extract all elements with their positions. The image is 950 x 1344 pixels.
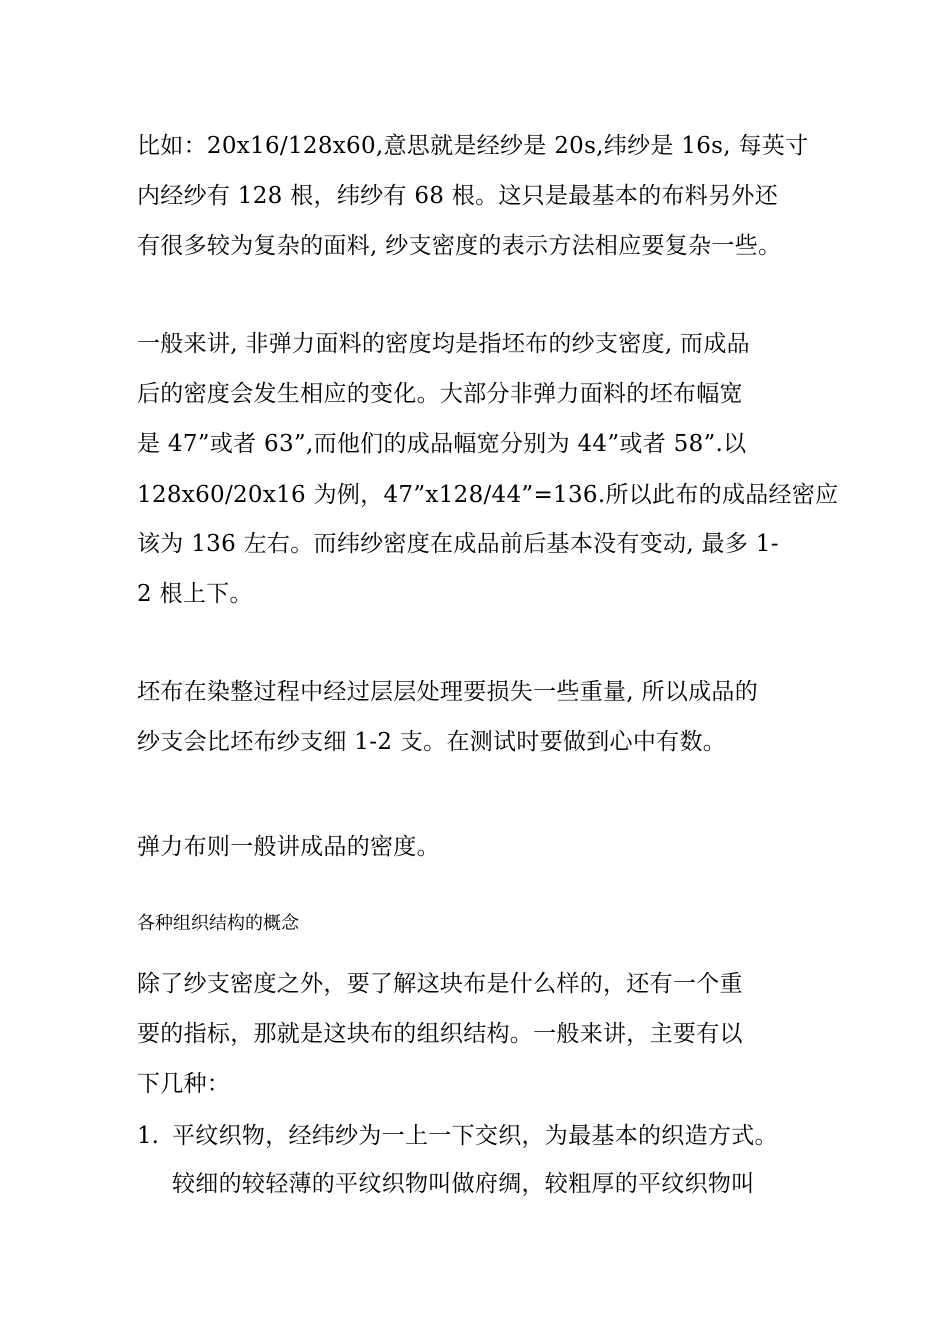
paragraph-1-line-3: 有很多较为复杂的面料, 纱支密度的表示方法相应要复杂一些。 [137, 233, 782, 259]
intro-line-1: 除了纱支密度之外，要了解这块布是什么样的，还有一个重 [137, 971, 743, 997]
paragraph-4-line-1: 弹力布则一般讲成品的密度。 [137, 834, 440, 860]
paragraph-3-line-1: 坯布在染整过程中经过层层处理要损失一些重量, 所以成品的 [137, 679, 759, 705]
paragraph-2-line-4: 128x60/20x16 为例，47”x128/44”=136.所以此布的成品经密应 [137, 482, 839, 508]
paragraph-2-line-2: 后的密度会发生相应的变化。大部分非弹力面料的坯布幅宽 [137, 381, 743, 407]
paragraph-1-line-1: 比如：20x16/128x60,意思就是经纱是 20s,纬纱是 16s, 每英寸 [137, 133, 809, 159]
paragraph-2-line-5: 该为 136 左右。而纬纱密度在成品前后基本没有变动, 最多 1- [137, 531, 779, 557]
list-item-1-line-2: 较细的较轻薄的平纹织物叫做府绸，较粗厚的平纹织物叫 [172, 1171, 755, 1197]
paragraph-3-line-2: 纱支会比坯布纱支细 1-2 支。在测试时要做到心中有数。 [137, 729, 727, 755]
paragraph-2-line-3: 是 47”或者 63”,而他们的成品幅宽分别为 44”或者 58”.以 [137, 431, 747, 457]
intro-line-3: 下几种： [137, 1071, 231, 1097]
section-heading: 各种组织结构的概念 [137, 913, 299, 934]
paragraph-2-line-6: 2 根上下。 [137, 581, 253, 607]
paragraph-2-line-1: 一般来讲, 非弹力面料的密度均是指坯布的纱支密度, 而成品 [137, 331, 750, 357]
list-item-1-line-1: 平纹织物，经纬纱为一上一下交织，为最基本的织造方式。 [172, 1123, 778, 1149]
list-item-1-number: 1. [137, 1123, 159, 1149]
intro-line-2: 要的指标，那就是这块布的组织结构。一般来讲，主要有以 [137, 1021, 743, 1047]
paragraph-1-line-2: 内经纱有 128 根，纬纱有 68 根。这只是最基本的布料另外还 [137, 183, 779, 209]
